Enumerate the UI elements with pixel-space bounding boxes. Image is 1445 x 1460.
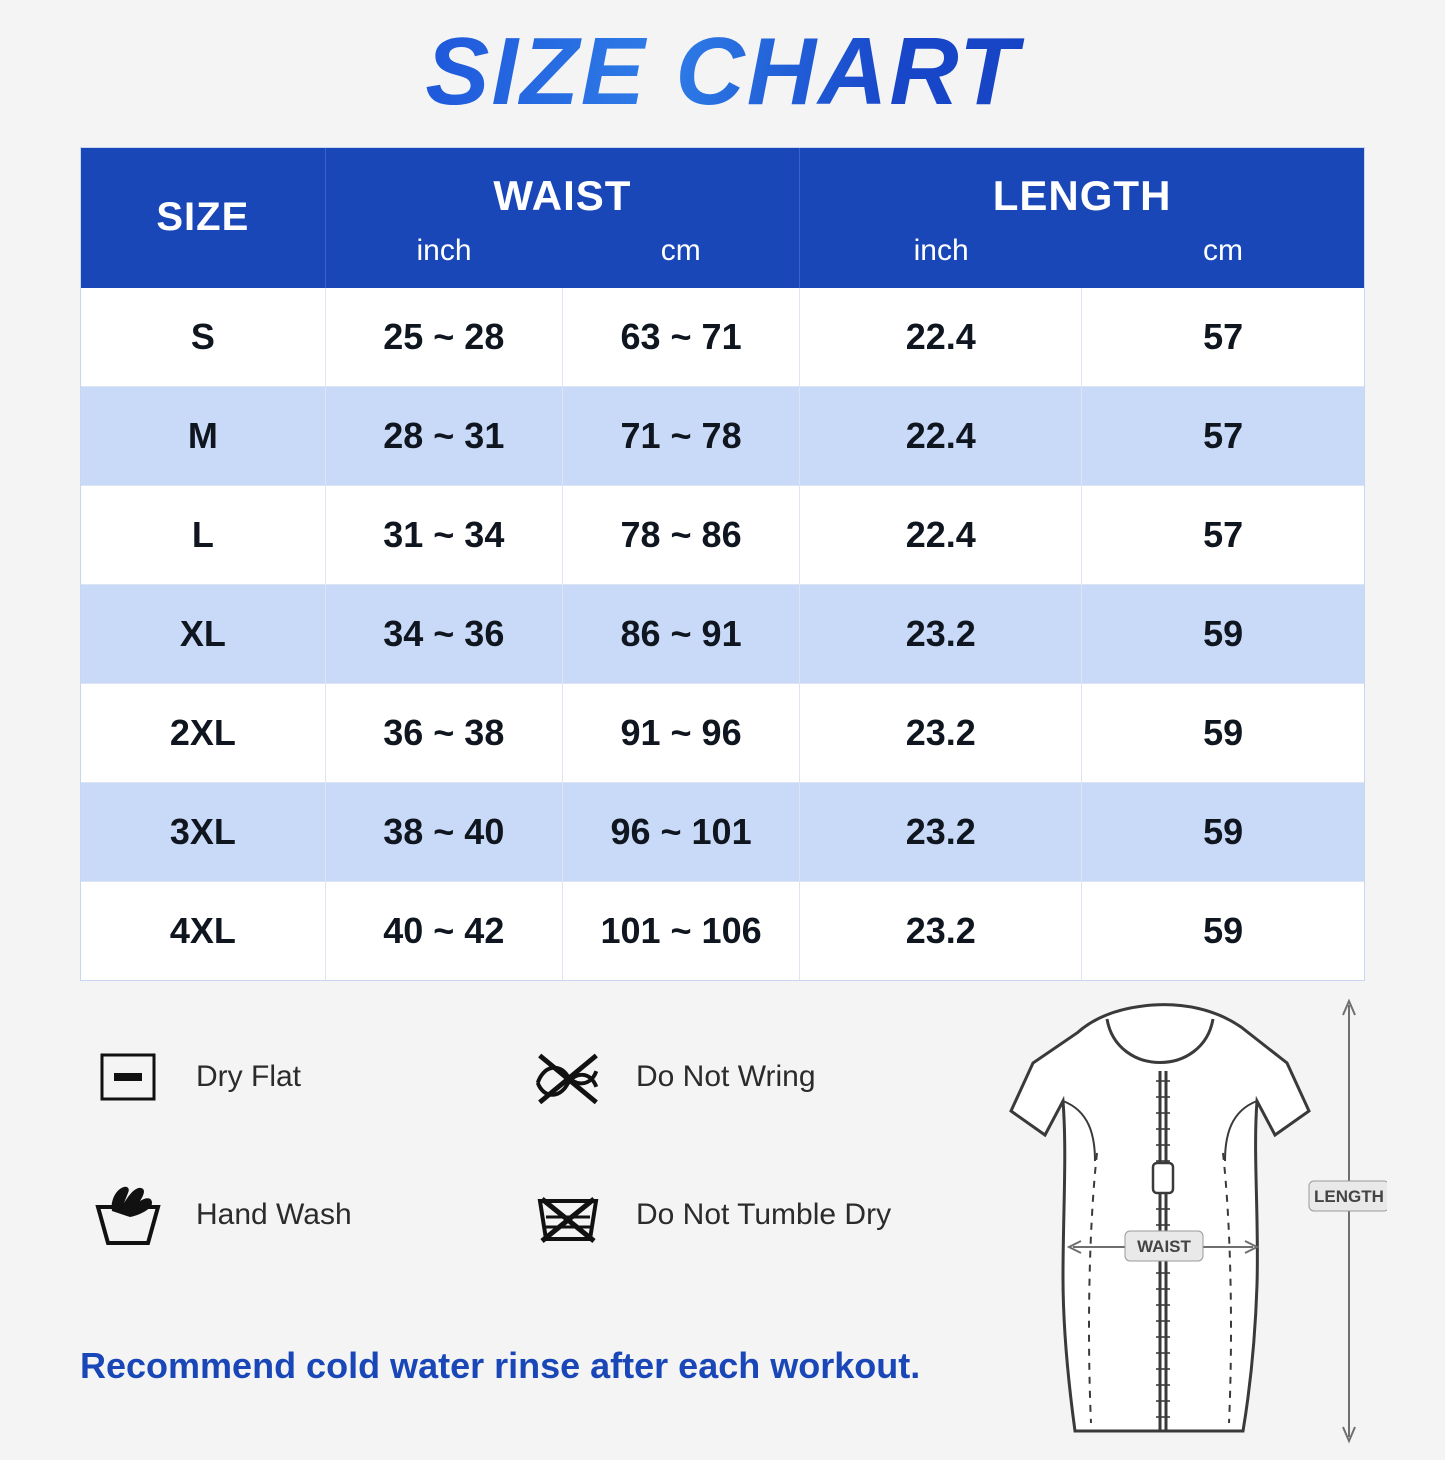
cell-length-cm: 57 bbox=[1082, 386, 1364, 485]
size-chart-table bbox=[81, 148, 1364, 980]
care-item-hand-wash bbox=[86, 1173, 526, 1257]
column-header-size: SIZE bbox=[81, 148, 325, 288]
length-header-title: LENGTH bbox=[992, 171, 1172, 219]
cell-size: 4XL bbox=[81, 881, 325, 980]
garment-illustration bbox=[957, 985, 1387, 1445]
cell-size: XL bbox=[81, 584, 325, 683]
cell-length-cm: 57 bbox=[1082, 288, 1364, 387]
waist-unit-cm: cm bbox=[660, 233, 701, 267]
cell-size: L bbox=[81, 485, 325, 584]
care-instructions-grid bbox=[86, 1035, 966, 1257]
cell-length-cm: 57 bbox=[1082, 485, 1364, 584]
cell-size: 3XL bbox=[81, 782, 325, 881]
do-not-wring-icon bbox=[526, 1035, 610, 1119]
table-header bbox=[81, 148, 1364, 288]
length-header-group bbox=[800, 148, 1364, 288]
care-label-do-not-wring: Do Not Wring bbox=[636, 1059, 816, 1093]
table-row bbox=[81, 386, 1364, 485]
table-row bbox=[81, 881, 1364, 980]
cell-length-cm: 59 bbox=[1082, 782, 1364, 881]
cell-waist-cm: 78 ~ 86 bbox=[562, 485, 799, 584]
size-chart-table-wrapper bbox=[80, 147, 1365, 981]
waist-measure-label: WAIST bbox=[1137, 1236, 1191, 1256]
cell-length-cm: 59 bbox=[1082, 881, 1364, 980]
cell-length-inch: 22.4 bbox=[800, 386, 1082, 485]
cell-size: S bbox=[81, 288, 325, 387]
length-header-units bbox=[800, 234, 1364, 268]
do-not-tumble-dry-icon bbox=[526, 1173, 610, 1257]
cell-size: M bbox=[81, 386, 325, 485]
table-body bbox=[81, 288, 1364, 980]
cell-waist-inch: 36 ~ 38 bbox=[325, 683, 562, 782]
waist-unit-inch: inch bbox=[416, 233, 472, 267]
care-label-dry-flat: Dry Flat bbox=[196, 1059, 301, 1093]
page-title: SIZE CHART bbox=[0, 0, 1445, 123]
cell-length-inch: 22.4 bbox=[800, 485, 1082, 584]
cell-length-cm: 59 bbox=[1082, 584, 1364, 683]
cell-waist-cm: 63 ~ 71 bbox=[562, 288, 799, 387]
cell-length-inch: 23.2 bbox=[800, 782, 1082, 881]
table-row bbox=[81, 683, 1364, 782]
dry-flat-icon bbox=[86, 1035, 170, 1119]
waist-header-units bbox=[326, 234, 800, 268]
cell-waist-cm: 101 ~ 106 bbox=[562, 881, 799, 980]
cell-waist-cm: 96 ~ 101 bbox=[562, 782, 799, 881]
column-header-length bbox=[800, 148, 1364, 288]
care-and-illustration-section bbox=[0, 1015, 1445, 1445]
table-row bbox=[81, 584, 1364, 683]
cell-waist-inch: 31 ~ 34 bbox=[325, 485, 562, 584]
length-unit-cm: cm bbox=[1203, 233, 1244, 267]
table-row bbox=[81, 485, 1364, 584]
cell-waist-cm: 71 ~ 78 bbox=[562, 386, 799, 485]
cell-waist-inch: 38 ~ 40 bbox=[325, 782, 562, 881]
table-row bbox=[81, 288, 1364, 387]
cell-waist-inch: 25 ~ 28 bbox=[325, 288, 562, 387]
length-measure-label: LENGTH bbox=[1314, 1186, 1384, 1206]
cell-length-inch: 22.4 bbox=[800, 288, 1082, 387]
cell-length-cm: 59 bbox=[1082, 683, 1364, 782]
waist-header-title: WAIST bbox=[493, 171, 632, 219]
cell-waist-cm: 86 ~ 91 bbox=[562, 584, 799, 683]
waist-header-group bbox=[326, 148, 800, 288]
table-row bbox=[81, 782, 1364, 881]
care-label-hand-wash: Hand Wash bbox=[196, 1197, 352, 1231]
cell-size: 2XL bbox=[81, 683, 325, 782]
table-header-row bbox=[81, 148, 1364, 288]
care-item-do-not-wring bbox=[526, 1035, 966, 1119]
cell-waist-inch: 28 ~ 31 bbox=[325, 386, 562, 485]
cell-length-inch: 23.2 bbox=[800, 881, 1082, 980]
cell-length-inch: 23.2 bbox=[800, 683, 1082, 782]
column-header-waist bbox=[325, 148, 800, 288]
recommendation-text: Recommend cold water rinse after each workout. bbox=[80, 1344, 921, 1386]
care-item-do-not-tumble-dry bbox=[526, 1173, 966, 1257]
hand-wash-icon bbox=[86, 1173, 170, 1257]
cell-waist-cm: 91 ~ 96 bbox=[562, 683, 799, 782]
care-label-do-not-tumble-dry: Do Not Tumble Dry bbox=[636, 1197, 892, 1231]
length-unit-inch: inch bbox=[913, 233, 969, 267]
cell-length-inch: 23.2 bbox=[800, 584, 1082, 683]
cell-waist-inch: 40 ~ 42 bbox=[325, 881, 562, 980]
care-item-dry-flat bbox=[86, 1035, 526, 1119]
cell-waist-inch: 34 ~ 36 bbox=[325, 584, 562, 683]
